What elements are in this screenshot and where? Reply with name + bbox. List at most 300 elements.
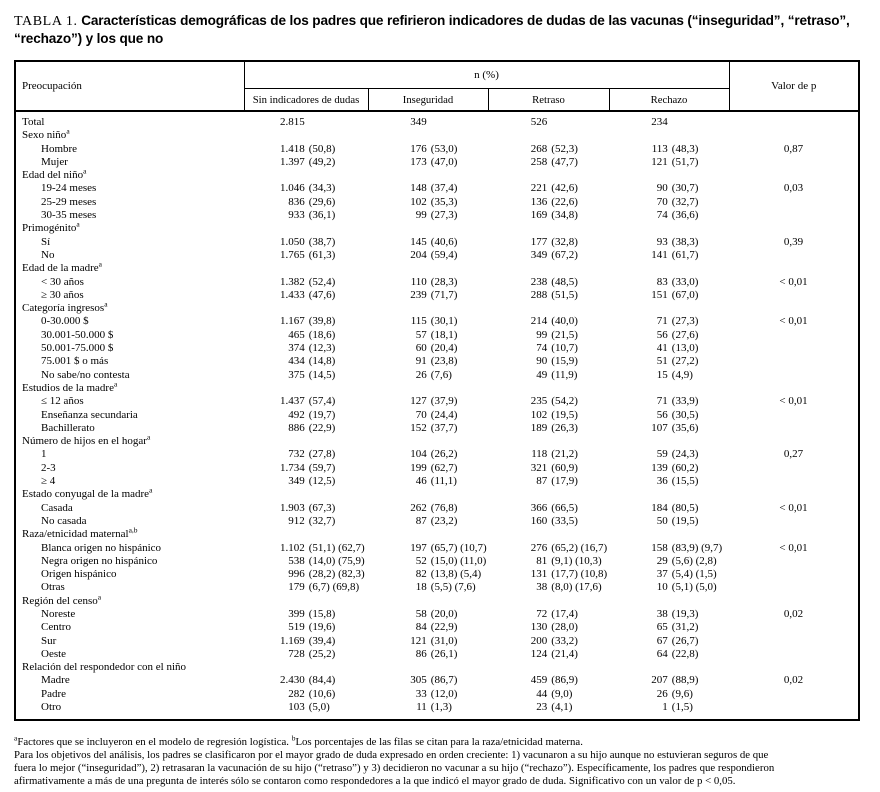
value-cell (609, 435, 729, 448)
value-cell (488, 488, 609, 501)
value-cell (609, 635, 729, 648)
value-cell (244, 129, 368, 142)
value-n: 49 (536, 368, 548, 381)
value-n: 158 (651, 541, 668, 554)
table-row-data (15, 688, 859, 701)
footnote-text-a: Factores que se incluyeron en el modelo de regresión logística. (17, 736, 292, 749)
value-pct: (5,1) (5,0) (671, 581, 717, 594)
p-value-cell (729, 435, 859, 448)
value-n: 59 (656, 448, 668, 461)
table-row-data (15, 156, 859, 169)
value-cell (368, 129, 488, 142)
footnote-paragraph-line: afirmativamente a más de una pregunta de interés sólo se contaron como respondedores a la que indicó el mayor grado de duda. Significativo con un valor de p < 0,05. (14, 775, 736, 788)
p-value-cell (729, 249, 859, 262)
value-cell (488, 222, 609, 235)
row-label: No (41, 248, 55, 261)
value-pct: (20,4) (430, 342, 458, 355)
value-cell (368, 528, 488, 541)
value-cell (488, 129, 609, 142)
value-cell (368, 302, 488, 315)
table-row-group (15, 528, 859, 541)
value-n: 15 (656, 368, 668, 381)
value-pct: (36,6) (671, 209, 699, 222)
value-n: 121 (410, 634, 427, 647)
p-value-cell (729, 355, 859, 368)
value-cell (244, 661, 368, 674)
value-pct: (24,4) (430, 408, 458, 421)
value-pct: (5,5) (7,6) (430, 581, 476, 594)
p-value-cell (729, 555, 859, 568)
subheader-sin-indicadores: Sin indicadores de dudas (244, 89, 368, 112)
value-n: 221 (530, 182, 548, 195)
value-n: 115 (410, 315, 427, 328)
value-cell (244, 701, 368, 720)
value-pct: (52,3) (551, 142, 578, 155)
value-n: 176 (410, 142, 427, 155)
row-label: 75.001 $ o más (41, 355, 109, 368)
value-n: 1.418 (280, 142, 305, 155)
row-label: Oeste (41, 647, 67, 660)
value-n: 492 (288, 408, 305, 421)
value-pct: (14,0) (75,9) (308, 554, 365, 567)
value-cell (488, 435, 609, 448)
value-pct: (14,5) (308, 368, 336, 381)
value-pct: (22,8) (671, 647, 699, 660)
value-pct: (30,1) (430, 315, 458, 328)
value-cell (488, 621, 609, 634)
value-pct: (26,2) (430, 448, 458, 461)
value-n: 349 (410, 116, 427, 128)
value-cell (609, 621, 729, 634)
value-pct (427, 116, 431, 128)
row-label: Total (22, 116, 45, 128)
value-pct: (31,0) (430, 634, 458, 647)
row-label: 0-30.000 $ (41, 315, 89, 328)
value-cell (368, 329, 488, 342)
value-n: 99 (536, 328, 548, 341)
value-pct: (12,3) (308, 342, 336, 355)
value-n: 56 (656, 328, 668, 341)
value-pct: (4,9) (671, 368, 693, 381)
value-pct: (14,8) (308, 355, 336, 368)
table-row-data (15, 236, 859, 249)
value-n: 305 (410, 674, 427, 687)
row-label-superscript: a (98, 259, 102, 269)
table-row-data (15, 355, 859, 368)
value-cell (488, 528, 609, 541)
value-cell (244, 475, 368, 488)
value-cell (244, 182, 368, 195)
value-pct: (51,5) (551, 288, 578, 301)
value-cell (244, 276, 368, 289)
value-cell (488, 515, 609, 528)
value-cell (609, 315, 729, 328)
value-pct: (15,0) (11,0) (430, 554, 487, 567)
value-cell (244, 409, 368, 422)
value-n: 10 (656, 581, 668, 594)
value-cell (488, 448, 609, 461)
value-cell (488, 502, 609, 515)
value-n: 258 (530, 155, 548, 168)
value-cell (488, 608, 609, 621)
value-n: 18 (415, 581, 427, 594)
p-value-cell (729, 621, 859, 634)
value-n: 459 (530, 674, 548, 687)
value-cell (244, 209, 368, 222)
value-n: 1.046 (280, 182, 305, 195)
value-cell (609, 129, 729, 142)
value-n: 933 (288, 209, 305, 222)
value-cell (368, 169, 488, 182)
value-cell (368, 289, 488, 302)
value-pct: (37,4) (430, 182, 458, 195)
value-n: 2.815 (280, 116, 305, 128)
value-n: 836 (288, 195, 305, 208)
row-label: Sur (41, 634, 57, 647)
value-cell (368, 315, 488, 328)
value-cell (368, 342, 488, 355)
value-pct: (61,7) (671, 248, 699, 261)
value-pct: (30,7) (671, 182, 699, 195)
value-cell (488, 409, 609, 422)
value-pct: (35,6) (671, 421, 699, 434)
value-pct: (33,2) (551, 634, 578, 647)
table-row-data (15, 542, 859, 555)
p-value-cell: < 0,01 (779, 395, 808, 408)
value-n: 33 (415, 687, 427, 700)
table-row-data (15, 409, 859, 422)
value-pct: (26,1) (430, 647, 458, 660)
value-pct: (6,7) (69,8) (308, 581, 360, 594)
value-n: 200 (530, 634, 548, 647)
value-cell (244, 196, 368, 209)
row-label: Padre (41, 687, 67, 700)
value-cell (609, 528, 729, 541)
value-cell (368, 555, 488, 568)
value-cell (368, 635, 488, 648)
value-pct: (88,9) (671, 674, 699, 687)
row-label: Madre (41, 674, 70, 687)
value-cell (368, 688, 488, 701)
row-label: Raza/etnicidad maternal$^{a,b}$ (22, 525, 138, 541)
row-label: 2-3 (41, 461, 56, 474)
table-row-data (15, 276, 859, 289)
value-n: 235 (530, 395, 548, 408)
value-pct: (36,1) (308, 209, 336, 222)
value-n: 26 (415, 368, 427, 381)
value-n: 99 (415, 209, 427, 222)
row-label: Bachillerato (41, 421, 95, 434)
value-n: 124 (530, 647, 548, 660)
header-row-1 (15, 61, 859, 89)
table-row-data (15, 568, 859, 581)
value-pct: (1,5) (671, 701, 693, 714)
row-label: No casada (41, 514, 87, 527)
value-cell (244, 249, 368, 262)
row-label-superscript: a (149, 485, 153, 495)
row-label-superscript: a (97, 592, 102, 602)
value-cell (488, 196, 609, 209)
table-row-data (15, 674, 859, 687)
value-pct: (59,4) (430, 248, 458, 261)
value-n: 1.050 (280, 235, 305, 248)
row-label: Categoría ingresos$^a$ (22, 299, 108, 315)
value-n: 1.765 (280, 248, 305, 261)
value-n: 151 (651, 288, 668, 301)
value-pct: (65,7) (10,7) (430, 541, 487, 554)
value-n: 399 (288, 607, 305, 620)
value-cell (244, 302, 368, 315)
p-value-cell (729, 528, 859, 541)
table-row-data (15, 462, 859, 475)
value-n: 276 (530, 541, 548, 554)
row-label: 50.001-75.000 $ (41, 342, 114, 355)
value-cell (488, 289, 609, 302)
value-pct: (18,1) (430, 328, 458, 341)
value-cell (244, 289, 368, 302)
value-pct: (11,9) (551, 368, 578, 381)
value-cell (609, 688, 729, 701)
subheader-retraso: Retraso (488, 89, 609, 112)
row-label: ≤ 12 años (41, 395, 84, 408)
value-cell (368, 488, 488, 501)
value-pct: (40,6) (430, 235, 458, 248)
value-n: 44 (536, 687, 548, 700)
value-cell (488, 595, 609, 608)
table-row-data (15, 475, 859, 488)
value-pct: (30,5) (671, 408, 699, 421)
p-value-cell: 0,02 (783, 674, 804, 687)
value-cell (609, 568, 729, 581)
value-n: 197 (410, 541, 427, 554)
value-cell (368, 236, 488, 249)
value-n: 38 (656, 607, 668, 620)
value-pct: (21,4) (551, 647, 578, 660)
value-pct: (32,8) (551, 235, 578, 248)
row-label: Edad del niño$^a$ (22, 166, 87, 182)
value-cell (609, 156, 729, 169)
value-pct: (20,0) (430, 607, 458, 620)
value-pct: (84,4) (308, 674, 336, 687)
value-n: 179 (288, 581, 305, 594)
p-value-cell: 0,02 (783, 607, 804, 620)
value-cell (488, 236, 609, 249)
value-cell (609, 409, 729, 422)
table-row-data (15, 289, 859, 302)
table-number-label: TABLA 1. (14, 14, 78, 29)
table-row-group (15, 302, 859, 315)
value-pct: (22,6) (551, 195, 578, 208)
value-n: 11 (416, 701, 427, 714)
value-n: 65 (656, 621, 668, 634)
row-label: Casada (41, 501, 73, 514)
table-row-group (15, 382, 859, 395)
table-row-data (15, 395, 859, 408)
value-cell (244, 169, 368, 182)
value-cell (368, 661, 488, 674)
column-header-preocupacion: Preocupación (15, 61, 244, 111)
value-pct: (32,7) (671, 195, 699, 208)
value-pct: (61,3) (308, 248, 336, 261)
row-label-superscript: a (113, 379, 118, 389)
value-cell (488, 262, 609, 275)
value-n: 1.437 (280, 395, 305, 408)
value-n: 29 (656, 554, 668, 567)
value-n: 912 (288, 514, 305, 527)
value-cell (368, 648, 488, 661)
row-label: Otro (41, 701, 62, 714)
value-pct: (29,6) (308, 195, 336, 208)
value-cell (609, 169, 729, 182)
value-n: 50 (656, 514, 668, 527)
value-cell (609, 581, 729, 594)
value-pct: (49,2) (308, 155, 336, 168)
value-n: 152 (410, 421, 427, 434)
value-cell (488, 688, 609, 701)
row-label: Estado conyugal de la madre$^a$ (22, 485, 153, 501)
value-cell (244, 262, 368, 275)
value-pct: (27,3) (671, 315, 699, 328)
value-pct: (42,6) (551, 182, 578, 195)
value-pct (547, 116, 551, 128)
value-pct: (19,6) (308, 621, 336, 634)
value-cell (368, 581, 488, 594)
value-pct: (19,5) (551, 408, 578, 421)
p-value-cell (729, 382, 859, 395)
value-cell (244, 236, 368, 249)
row-label: 25-29 meses (41, 195, 97, 208)
p-value-cell (729, 329, 859, 342)
row-label: Centro (41, 621, 71, 634)
value-pct: (1,3) (430, 701, 452, 714)
p-value-cell (729, 262, 859, 275)
value-n: 189 (530, 421, 548, 434)
value-n: 526 (530, 116, 548, 128)
value-pct: (67,2) (551, 248, 578, 261)
value-n: 90 (536, 355, 548, 368)
value-cell (244, 488, 368, 501)
p-value-cell (729, 169, 859, 182)
value-pct: (15,5) (671, 475, 699, 488)
value-cell (609, 249, 729, 262)
value-cell (244, 688, 368, 701)
value-n: 145 (410, 235, 427, 248)
value-n: 1.382 (280, 275, 305, 288)
value-n: 282 (288, 687, 305, 700)
value-cell (244, 462, 368, 475)
value-cell (488, 329, 609, 342)
row-label-superscript: a (104, 299, 108, 309)
value-cell (244, 542, 368, 555)
value-cell (609, 395, 729, 408)
row-label: 30-35 meses (41, 209, 97, 222)
value-n: 1.903 (280, 501, 305, 514)
value-n: 110 (410, 275, 427, 288)
p-value-cell (729, 462, 859, 475)
value-n: 91 (415, 355, 427, 368)
value-n: 121 (651, 155, 668, 168)
value-pct: (33,9) (671, 395, 699, 408)
value-n: 214 (530, 315, 548, 328)
p-value-cell (729, 688, 859, 701)
footnotes (14, 733, 870, 788)
value-n: 57 (415, 328, 427, 341)
row-label-superscript: a (76, 219, 80, 229)
value-n: 184 (651, 501, 668, 514)
value-cell (244, 111, 368, 129)
value-cell (488, 542, 609, 555)
value-n: 160 (530, 514, 548, 527)
table-row-data (15, 342, 859, 355)
value-n: 173 (410, 155, 427, 168)
value-pct: (5,4) (1,5) (671, 568, 717, 581)
value-pct: (9,1) (10,3) (551, 554, 602, 567)
value-cell (609, 111, 729, 129)
value-n: 51 (656, 355, 668, 368)
p-value-cell: < 0,01 (779, 541, 808, 554)
row-label: Edad de la madre$^a$ (22, 259, 102, 275)
p-value-cell (729, 701, 859, 720)
footnote-paragraph (14, 749, 870, 788)
value-n: 538 (288, 554, 305, 567)
value-pct: (48,5) (551, 275, 578, 288)
row-label: Origen hispánico (41, 568, 117, 581)
value-cell (609, 515, 729, 528)
value-cell (244, 595, 368, 608)
value-pct: (22,9) (430, 621, 458, 634)
value-pct: (57,4) (308, 395, 336, 408)
value-pct: (37,7) (430, 421, 458, 434)
value-pct: (12,5) (308, 475, 336, 488)
value-cell (368, 475, 488, 488)
table-row-group (15, 595, 859, 608)
value-n: 52 (415, 554, 427, 567)
table-row-data (15, 196, 859, 209)
value-pct: (59,7) (308, 461, 336, 474)
value-pct: (31,2) (671, 621, 699, 634)
value-cell (609, 608, 729, 621)
value-cell (368, 608, 488, 621)
value-n: 127 (410, 395, 427, 408)
value-pct: (17,7) (10,8) (551, 568, 608, 581)
value-pct: (17,9) (551, 475, 578, 488)
value-cell (488, 395, 609, 408)
value-pct: (13,0) (671, 342, 699, 355)
value-pct: (53,0) (430, 142, 458, 155)
row-label: Noreste (41, 607, 76, 620)
value-cell (609, 302, 729, 315)
value-n: 1.169 (280, 634, 305, 647)
table-row-data (15, 502, 859, 515)
value-cell (368, 462, 488, 475)
value-cell (488, 648, 609, 661)
value-cell (244, 502, 368, 515)
value-cell (244, 315, 368, 328)
p-value-cell (729, 581, 859, 594)
value-pct: (17,4) (551, 607, 578, 620)
subheader-inseguridad: Inseguridad (368, 89, 488, 112)
value-n: 74 (656, 209, 668, 222)
row-label-superscript: a (146, 432, 151, 442)
value-cell (244, 635, 368, 648)
table-row-group (15, 262, 859, 275)
value-n: 74 (536, 342, 548, 355)
p-value-cell (729, 635, 859, 648)
value-n: 321 (530, 461, 548, 474)
p-value-cell (729, 595, 859, 608)
value-pct: (8,0) (17,6) (551, 581, 602, 594)
value-cell (368, 674, 488, 687)
